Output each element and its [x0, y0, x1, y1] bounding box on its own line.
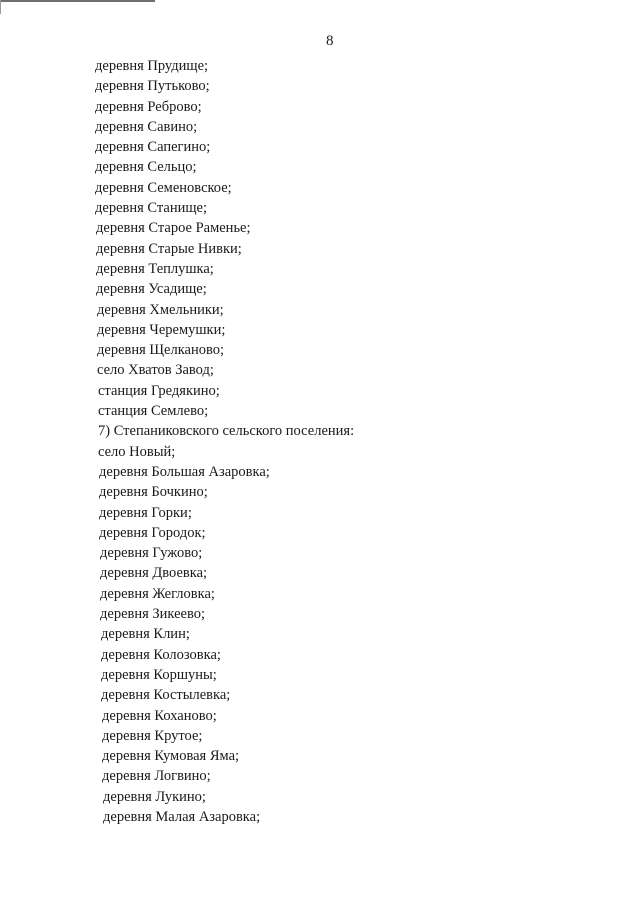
list-item: деревня Гужово; — [100, 545, 203, 562]
scan-edge-mark-vertical — [0, 0, 1, 14]
list-item: деревня Большая Азаровка; — [99, 463, 270, 480]
list-item: село Хватов Завод; — [97, 362, 214, 379]
page-number: 8 — [326, 33, 334, 49]
list-item: деревня Коршуны; — [101, 666, 217, 683]
list-item: деревня Реброво; — [95, 98, 202, 115]
list-item: деревня Старые Нивки; — [96, 240, 242, 257]
list-item: станция Гредякино; — [98, 382, 220, 399]
list-item: деревня Кумовая Яма; — [102, 748, 240, 765]
scan-edge-mark — [0, 0, 155, 2]
list-item: деревня Сельцо; — [95, 159, 197, 176]
list-item: деревня Щелканово; — [97, 342, 224, 359]
list-item: деревня Савино; — [95, 118, 198, 135]
list-item: станция Семлево; — [98, 403, 209, 420]
list-item: деревня Коханово; — [102, 707, 217, 724]
list-item: деревня Малая Азаровка; — [103, 808, 261, 825]
list-item: деревня Горки; — [99, 504, 192, 521]
list-item: деревня Черемушки; — [97, 321, 226, 338]
list-item: деревня Крутое; — [102, 727, 203, 744]
section-heading: 7) Степаниковского сельского поселения: — [98, 423, 355, 440]
list-item: деревня Жегловка; — [100, 585, 215, 602]
list-item: деревня Городок; — [99, 524, 206, 541]
list-item: деревня Станище; — [95, 200, 207, 217]
list-item: деревня Усадище; — [96, 281, 207, 298]
list-item: деревня Бочкино; — [99, 484, 208, 501]
list-item: деревня Теплушка; — [96, 260, 214, 277]
settlement-list — [0, 56, 640, 827]
list-item: деревня Костылевка; — [101, 687, 231, 704]
list-item: деревня Семеновское; — [95, 179, 232, 196]
list-item: деревня Зикеево; — [100, 606, 206, 623]
list-item: деревня Колозовка; — [101, 646, 221, 663]
list-item: деревня Клин; — [101, 626, 190, 643]
list-item: деревня Двоевка; — [100, 565, 208, 582]
list-item: деревня Прудище; — [95, 58, 209, 74]
list-item: деревня Лукино; — [103, 788, 206, 805]
list-item: деревня Хмельники; — [97, 301, 224, 318]
list-item: деревня Логвино; — [102, 768, 211, 785]
list-item: деревня Путьково; — [95, 78, 210, 95]
list-item: село Новый; — [98, 443, 176, 460]
list-item: деревня Сапегино; — [95, 139, 211, 156]
list-item: деревня Старое Раменье; — [96, 220, 251, 237]
